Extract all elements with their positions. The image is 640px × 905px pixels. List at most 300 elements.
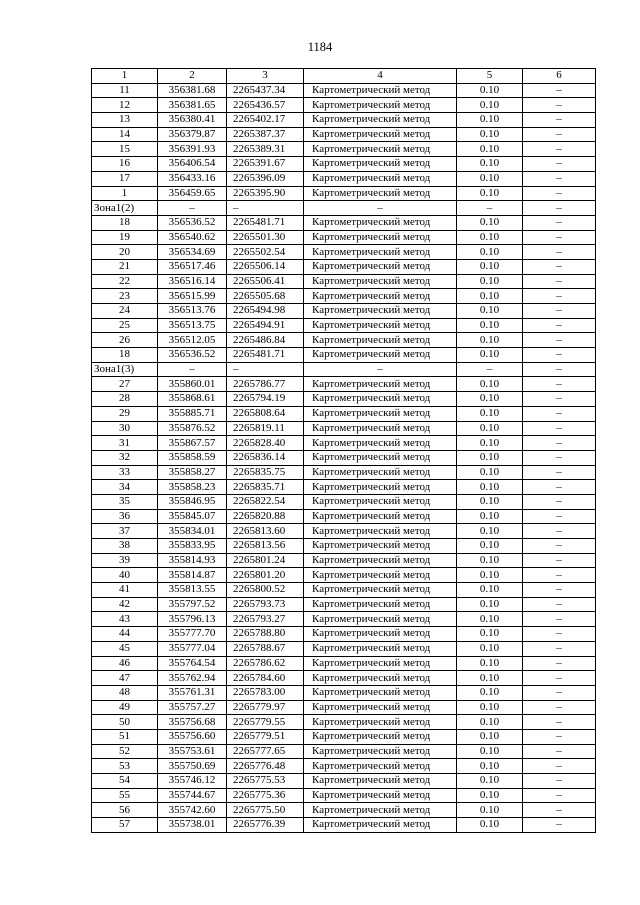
x-coordinate-cell: 355867.57 xyxy=(158,436,227,451)
note-cell: – xyxy=(523,509,596,524)
accuracy-cell: 0.10 xyxy=(457,436,523,451)
accuracy-cell: 0.10 xyxy=(457,627,523,642)
point-number-cell: 50 xyxy=(92,715,158,730)
y-coordinate-cell: 2265788.80 xyxy=(227,627,304,642)
y-coordinate-cell: 2265501.30 xyxy=(227,230,304,245)
accuracy-cell: 0.10 xyxy=(457,245,523,260)
note-cell: – xyxy=(523,788,596,803)
point-number-cell: 38 xyxy=(92,539,158,554)
note-cell: – xyxy=(523,348,596,363)
point-number-cell: 20 xyxy=(92,245,158,260)
note-cell: – xyxy=(523,685,596,700)
note-cell: – xyxy=(523,803,596,818)
point-number-cell: 29 xyxy=(92,406,158,421)
note-cell: – xyxy=(523,539,596,554)
point-number-cell: 53 xyxy=(92,759,158,774)
note-cell: – xyxy=(523,318,596,333)
accuracy-cell: 0.10 xyxy=(457,142,523,157)
point-number-cell: 46 xyxy=(92,656,158,671)
accuracy-cell: 0.10 xyxy=(457,274,523,289)
y-coordinate-cell: 2265786.77 xyxy=(227,377,304,392)
x-coordinate-cell: 356513.75 xyxy=(158,318,227,333)
point-number-cell: 18 xyxy=(92,215,158,230)
point-number-cell: 37 xyxy=(92,524,158,539)
accuracy-cell: 0.10 xyxy=(457,685,523,700)
x-coordinate-cell: 355797.52 xyxy=(158,597,227,612)
table-row xyxy=(92,685,596,700)
method-cell: Картометрический метод xyxy=(304,627,457,642)
point-number-cell: 23 xyxy=(92,289,158,304)
point-number-cell: 1 xyxy=(92,186,158,201)
method-cell: Картометрический метод xyxy=(304,597,457,612)
point-number-cell: 51 xyxy=(92,729,158,744)
note-cell: – xyxy=(523,98,596,113)
y-coordinate-cell: 2265835.71 xyxy=(227,480,304,495)
table-row xyxy=(92,186,596,201)
y-coordinate-cell: 2265391.67 xyxy=(227,157,304,172)
method-cell: Картометрический метод xyxy=(304,142,457,157)
table-row xyxy=(92,230,596,245)
method-cell: Картометрический метод xyxy=(304,671,457,686)
x-coordinate-cell: – xyxy=(158,201,227,216)
header-cell: 5 xyxy=(457,69,523,84)
accuracy-cell: 0.10 xyxy=(457,641,523,656)
method-cell: Картометрический метод xyxy=(304,583,457,598)
note-cell: – xyxy=(523,671,596,686)
y-coordinate-cell: 2265835.75 xyxy=(227,465,304,480)
point-number-cell: 21 xyxy=(92,259,158,274)
x-coordinate-cell: 356536.52 xyxy=(158,215,227,230)
table-row xyxy=(92,113,596,128)
accuracy-cell: 0.10 xyxy=(457,774,523,789)
note-cell: – xyxy=(523,597,596,612)
x-coordinate-cell: 356517.46 xyxy=(158,259,227,274)
point-number-cell: 14 xyxy=(92,127,158,142)
table-row xyxy=(92,348,596,363)
point-number-cell: 27 xyxy=(92,377,158,392)
y-coordinate-cell: 2265813.56 xyxy=(227,539,304,554)
method-cell: Картометрический метод xyxy=(304,480,457,495)
note-cell: – xyxy=(523,304,596,319)
point-number-cell: 25 xyxy=(92,318,158,333)
point-number-cell: 39 xyxy=(92,553,158,568)
note-cell: – xyxy=(523,494,596,509)
note-cell: – xyxy=(523,465,596,480)
table-row xyxy=(92,553,596,568)
header-cell: 4 xyxy=(304,69,457,84)
method-cell: Картометрический метод xyxy=(304,98,457,113)
y-coordinate-cell: 2265775.50 xyxy=(227,803,304,818)
x-coordinate-cell: 356515.99 xyxy=(158,289,227,304)
accuracy-cell: 0.10 xyxy=(457,788,523,803)
table-row xyxy=(92,494,596,509)
x-coordinate-cell: 355746.12 xyxy=(158,774,227,789)
point-number-cell: 36 xyxy=(92,509,158,524)
point-number-cell: 57 xyxy=(92,818,158,833)
y-coordinate-cell: 2265794.19 xyxy=(227,392,304,407)
x-coordinate-cell: 355876.52 xyxy=(158,421,227,436)
x-coordinate-cell: 356379.87 xyxy=(158,127,227,142)
method-cell: Картометрический метод xyxy=(304,729,457,744)
table-row xyxy=(92,480,596,495)
table-row xyxy=(92,568,596,583)
y-coordinate-cell: 2265779.55 xyxy=(227,715,304,730)
method-cell: Картометрический метод xyxy=(304,215,457,230)
table-row xyxy=(92,127,596,142)
point-number-cell: 24 xyxy=(92,304,158,319)
note-cell: – xyxy=(523,142,596,157)
note-cell: – xyxy=(523,289,596,304)
y-coordinate-cell: – xyxy=(227,201,304,216)
note-cell: – xyxy=(523,480,596,495)
y-coordinate-cell: 2265395.90 xyxy=(227,186,304,201)
y-coordinate-cell: 2265387.37 xyxy=(227,127,304,142)
point-number-cell: 28 xyxy=(92,392,158,407)
note-cell: – xyxy=(523,259,596,274)
note-cell: – xyxy=(523,83,596,98)
point-number-cell: 18 xyxy=(92,348,158,363)
x-coordinate-cell: 355813.55 xyxy=(158,583,227,598)
point-number-cell: 43 xyxy=(92,612,158,627)
point-number-cell: 49 xyxy=(92,700,158,715)
y-coordinate-cell: 2265828.40 xyxy=(227,436,304,451)
point-number-cell: Зона1(2) xyxy=(92,201,158,216)
y-coordinate-cell: 2265779.51 xyxy=(227,729,304,744)
method-cell: Картометрический метод xyxy=(304,406,457,421)
method-cell: Картометрический метод xyxy=(304,539,457,554)
note-cell: – xyxy=(523,377,596,392)
note-cell: – xyxy=(523,641,596,656)
table-row xyxy=(92,436,596,451)
x-coordinate-cell: 355764.54 xyxy=(158,656,227,671)
accuracy-cell: 0.10 xyxy=(457,803,523,818)
x-coordinate-cell: 356459.65 xyxy=(158,186,227,201)
table-row xyxy=(92,715,596,730)
header-cell: 2 xyxy=(158,69,227,84)
note-cell: – xyxy=(523,818,596,833)
table-row xyxy=(92,274,596,289)
method-cell: Картометрический метод xyxy=(304,230,457,245)
point-number-cell: 12 xyxy=(92,98,158,113)
note-cell: – xyxy=(523,201,596,216)
method-cell: – xyxy=(304,362,457,377)
method-cell: Картометрический метод xyxy=(304,494,457,509)
note-cell: – xyxy=(523,230,596,245)
x-coordinate-cell: 355845.07 xyxy=(158,509,227,524)
table-row xyxy=(92,142,596,157)
table-row xyxy=(92,289,596,304)
accuracy-cell: 0.10 xyxy=(457,171,523,186)
note-cell: – xyxy=(523,583,596,598)
note-cell: – xyxy=(523,627,596,642)
method-cell: Картометрический метод xyxy=(304,83,457,98)
table-row xyxy=(92,627,596,642)
method-cell: Картометрический метод xyxy=(304,171,457,186)
method-cell: Картометрический метод xyxy=(304,656,457,671)
x-coordinate-cell: 356406.54 xyxy=(158,157,227,172)
coordinates-table xyxy=(91,68,596,833)
table-row xyxy=(92,377,596,392)
x-coordinate-cell: 355744.67 xyxy=(158,788,227,803)
accuracy-cell: 0.10 xyxy=(457,406,523,421)
accuracy-cell: 0.10 xyxy=(457,759,523,774)
method-cell: Картометрический метод xyxy=(304,333,457,348)
y-coordinate-cell: 2265481.71 xyxy=(227,348,304,363)
y-coordinate-cell: 2265783.00 xyxy=(227,685,304,700)
method-cell: Картометрический метод xyxy=(304,524,457,539)
x-coordinate-cell: 355762.94 xyxy=(158,671,227,686)
accuracy-cell: 0.10 xyxy=(457,715,523,730)
point-number-cell: 47 xyxy=(92,671,158,686)
note-cell: – xyxy=(523,274,596,289)
table-row xyxy=(92,406,596,421)
point-number-cell: 45 xyxy=(92,641,158,656)
table-row xyxy=(92,83,596,98)
table-row xyxy=(92,729,596,744)
header-cell: 1 xyxy=(92,69,158,84)
y-coordinate-cell: 2265437.34 xyxy=(227,83,304,98)
table-row xyxy=(92,201,596,216)
method-cell: Картометрический метод xyxy=(304,509,457,524)
point-number-cell: 32 xyxy=(92,450,158,465)
y-coordinate-cell: 2265506.41 xyxy=(227,274,304,289)
x-coordinate-cell: 355756.68 xyxy=(158,715,227,730)
x-coordinate-cell: 355814.87 xyxy=(158,568,227,583)
table-row xyxy=(92,612,596,627)
method-cell: Картометрический метод xyxy=(304,318,457,333)
y-coordinate-cell: 2265776.39 xyxy=(227,818,304,833)
point-number-cell: 22 xyxy=(92,274,158,289)
note-cell: – xyxy=(523,524,596,539)
note-cell: – xyxy=(523,421,596,436)
method-cell: Картометрический метод xyxy=(304,377,457,392)
note-cell: – xyxy=(523,759,596,774)
accuracy-cell: 0.10 xyxy=(457,348,523,363)
y-coordinate-cell: 2265776.48 xyxy=(227,759,304,774)
table-row xyxy=(92,656,596,671)
note-cell: – xyxy=(523,744,596,759)
point-number-cell: 55 xyxy=(92,788,158,803)
accuracy-cell: – xyxy=(457,201,523,216)
x-coordinate-cell: 356512.05 xyxy=(158,333,227,348)
method-cell: Картометрический метод xyxy=(304,553,457,568)
accuracy-cell: 0.10 xyxy=(457,700,523,715)
y-coordinate-cell: 2265505.68 xyxy=(227,289,304,304)
method-cell: Картометрический метод xyxy=(304,421,457,436)
y-coordinate-cell: 2265775.36 xyxy=(227,788,304,803)
table-row xyxy=(92,788,596,803)
table-row xyxy=(92,641,596,656)
table-row xyxy=(92,318,596,333)
accuracy-cell: 0.10 xyxy=(457,83,523,98)
accuracy-cell: – xyxy=(457,362,523,377)
y-coordinate-cell: 2265813.60 xyxy=(227,524,304,539)
table-row xyxy=(92,362,596,377)
x-coordinate-cell: 355756.60 xyxy=(158,729,227,744)
accuracy-cell: 0.10 xyxy=(457,494,523,509)
accuracy-cell: 0.10 xyxy=(457,318,523,333)
y-coordinate-cell: – xyxy=(227,362,304,377)
accuracy-cell: 0.10 xyxy=(457,304,523,319)
note-cell: – xyxy=(523,245,596,260)
y-coordinate-cell: 2265402.17 xyxy=(227,113,304,128)
method-cell: Картометрический метод xyxy=(304,186,457,201)
table-row xyxy=(92,215,596,230)
x-coordinate-cell: 355753.61 xyxy=(158,744,227,759)
note-cell: – xyxy=(523,700,596,715)
x-coordinate-cell: 355777.70 xyxy=(158,627,227,642)
y-coordinate-cell: 2265784.60 xyxy=(227,671,304,686)
page-number: 1184 xyxy=(307,40,333,54)
x-coordinate-cell: 355834.01 xyxy=(158,524,227,539)
y-coordinate-cell: 2265494.98 xyxy=(227,304,304,319)
point-number-cell: 15 xyxy=(92,142,158,157)
table-row xyxy=(92,803,596,818)
method-cell: Картометрический метод xyxy=(304,774,457,789)
x-coordinate-cell: 355738.01 xyxy=(158,818,227,833)
method-cell: Картометрический метод xyxy=(304,744,457,759)
x-coordinate-cell: 355777.04 xyxy=(158,641,227,656)
table-row xyxy=(92,465,596,480)
accuracy-cell: 0.10 xyxy=(457,333,523,348)
x-coordinate-cell: 355814.93 xyxy=(158,553,227,568)
y-coordinate-cell: 2265800.52 xyxy=(227,583,304,598)
note-cell: – xyxy=(523,406,596,421)
accuracy-cell: 0.10 xyxy=(457,583,523,598)
method-cell: Картометрический метод xyxy=(304,245,457,260)
x-coordinate-cell: 355846.95 xyxy=(158,494,227,509)
method-cell: Картометрический метод xyxy=(304,436,457,451)
y-coordinate-cell: 2265793.73 xyxy=(227,597,304,612)
x-coordinate-cell: 355858.27 xyxy=(158,465,227,480)
accuracy-cell: 0.10 xyxy=(457,98,523,113)
accuracy-cell: 0.10 xyxy=(457,729,523,744)
accuracy-cell: 0.10 xyxy=(457,597,523,612)
method-cell: Картометрический метод xyxy=(304,465,457,480)
point-number-cell: 35 xyxy=(92,494,158,509)
table-row xyxy=(92,597,596,612)
method-cell: Картометрический метод xyxy=(304,700,457,715)
x-coordinate-cell: 356534.69 xyxy=(158,245,227,260)
method-cell: Картометрический метод xyxy=(304,113,457,128)
accuracy-cell: 0.10 xyxy=(457,568,523,583)
x-coordinate-cell: 355858.23 xyxy=(158,480,227,495)
x-coordinate-cell: 356381.68 xyxy=(158,83,227,98)
point-number-cell: 13 xyxy=(92,113,158,128)
accuracy-cell: 0.10 xyxy=(457,465,523,480)
method-cell: Картометрический метод xyxy=(304,274,457,289)
accuracy-cell: 0.10 xyxy=(457,215,523,230)
header-cell: 6 xyxy=(523,69,596,84)
note-cell: – xyxy=(523,436,596,451)
accuracy-cell: 0.10 xyxy=(457,289,523,304)
y-coordinate-cell: 2265389.31 xyxy=(227,142,304,157)
table-row xyxy=(92,509,596,524)
method-cell: Картометрический метод xyxy=(304,788,457,803)
y-coordinate-cell: 2265801.20 xyxy=(227,568,304,583)
y-coordinate-cell: 2265436.57 xyxy=(227,98,304,113)
y-coordinate-cell: 2265502.54 xyxy=(227,245,304,260)
y-coordinate-cell: 2265775.53 xyxy=(227,774,304,789)
note-cell: – xyxy=(523,157,596,172)
table-row xyxy=(92,671,596,686)
x-coordinate-cell: 355796.13 xyxy=(158,612,227,627)
note-cell: – xyxy=(523,362,596,377)
method-cell: Картометрический метод xyxy=(304,612,457,627)
table-row xyxy=(92,392,596,407)
y-coordinate-cell: 2265808.64 xyxy=(227,406,304,421)
note-cell: – xyxy=(523,186,596,201)
point-number-cell: 52 xyxy=(92,744,158,759)
table-row xyxy=(92,759,596,774)
x-coordinate-cell: 356433.16 xyxy=(158,171,227,186)
table-row xyxy=(92,259,596,274)
note-cell: – xyxy=(523,127,596,142)
method-cell: Картометрический метод xyxy=(304,348,457,363)
y-coordinate-cell: 2265822.54 xyxy=(227,494,304,509)
point-number-cell: 33 xyxy=(92,465,158,480)
accuracy-cell: 0.10 xyxy=(457,157,523,172)
y-coordinate-cell: 2265820.88 xyxy=(227,509,304,524)
x-coordinate-cell: 355885.71 xyxy=(158,406,227,421)
note-cell: – xyxy=(523,333,596,348)
table-body xyxy=(92,83,596,832)
accuracy-cell: 0.10 xyxy=(457,509,523,524)
point-number-cell: 54 xyxy=(92,774,158,789)
method-cell: Картометрический метод xyxy=(304,568,457,583)
note-cell: – xyxy=(523,392,596,407)
table-row xyxy=(92,744,596,759)
x-coordinate-cell: 355860.01 xyxy=(158,377,227,392)
y-coordinate-cell: 2265494.91 xyxy=(227,318,304,333)
accuracy-cell: 0.10 xyxy=(457,524,523,539)
point-number-cell: 16 xyxy=(92,157,158,172)
x-coordinate-cell: 355742.60 xyxy=(158,803,227,818)
header-cell: 3 xyxy=(227,69,304,84)
table-row xyxy=(92,524,596,539)
accuracy-cell: 0.10 xyxy=(457,186,523,201)
x-coordinate-cell: 356381.65 xyxy=(158,98,227,113)
accuracy-cell: 0.10 xyxy=(457,230,523,245)
method-cell: Картометрический метод xyxy=(304,392,457,407)
method-cell: Картометрический метод xyxy=(304,685,457,700)
table-row xyxy=(92,304,596,319)
accuracy-cell: 0.10 xyxy=(457,553,523,568)
note-cell: – xyxy=(523,656,596,671)
x-coordinate-cell: 356513.76 xyxy=(158,304,227,319)
accuracy-cell: 0.10 xyxy=(457,450,523,465)
point-number-cell: 56 xyxy=(92,803,158,818)
accuracy-cell: 0.10 xyxy=(457,259,523,274)
table-row xyxy=(92,98,596,113)
note-cell: – xyxy=(523,113,596,128)
y-coordinate-cell: 2265836.14 xyxy=(227,450,304,465)
point-number-cell: 31 xyxy=(92,436,158,451)
note-cell: – xyxy=(523,215,596,230)
method-cell: Картометрический метод xyxy=(304,259,457,274)
method-cell: Картометрический метод xyxy=(304,127,457,142)
accuracy-cell: 0.10 xyxy=(457,671,523,686)
point-number-cell: 19 xyxy=(92,230,158,245)
accuracy-cell: 0.10 xyxy=(457,113,523,128)
note-cell: – xyxy=(523,729,596,744)
x-coordinate-cell: 355761.31 xyxy=(158,685,227,700)
point-number-cell: Зона1(3) xyxy=(92,362,158,377)
note-cell: – xyxy=(523,612,596,627)
y-coordinate-cell: 2265801.24 xyxy=(227,553,304,568)
note-cell: – xyxy=(523,568,596,583)
table-row xyxy=(92,700,596,715)
